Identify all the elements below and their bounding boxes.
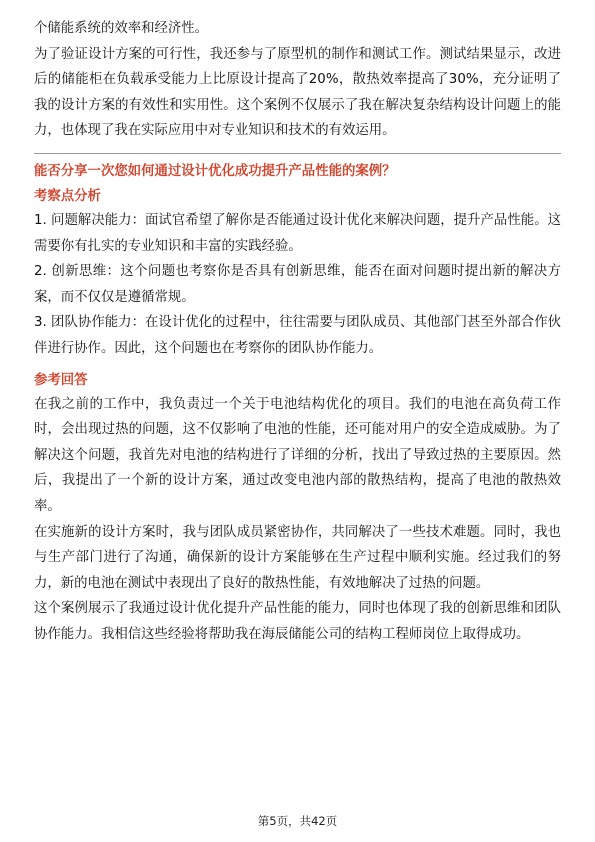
- page-number: 第5页，共42页: [257, 814, 338, 828]
- answer-paragraph-2: 在实施新的设计方案时，我与团队成员紧密协作，共同解决了一些技术难题。同时，我也与生产部门进行了沟通，确保新的设计方案能够在生产过程中顺利实施。经过我们的努力，新的电池在测试中表现出了良好的散热性能，有效地解决了过热的问题。: [34, 524, 561, 591]
- analysis-heading: 考察点分析: [34, 188, 101, 204]
- intro-paragraph-2: 为了验证设计方案的可行性，我还参与了原型机的制作和测试工作。测试结果显示，改进后的储能柜在负载承受能力上比原设计提高了20%，散热效率提高了30%，充分证明了我的设计方案的有效性和实用性。这个案例不仅展示了我在解决复杂结构设计问题上的能力，也体现了我在实际应用中对专业知识和技术的有效运用。: [34, 46, 561, 139]
- page-content: [34, 16, 561, 647]
- answer-heading: 参考回答: [34, 372, 88, 388]
- intro-paragraph-1: 个储能系统的效率和经济性。: [34, 21, 209, 36]
- spacer: [34, 362, 561, 370]
- analysis-point-2: 2. 创新思维：这个问题也考察你是否具有创新思维，能否在面对问题时提出新的解决方案，而不仅仅是遵循常规。: [34, 264, 561, 305]
- answer-paragraph-1: 在我之前的工作中，我负责过一个关于电池结构优化的项目。我们的电池在高负荷工作时，会出现过热的问题，这不仅影响了电池的性能，还可能对用户的安全造成威胁。为了解决这个问题，我首先对电池的结构进行了详细的分析，找出了导致过热的主要原因。然后，我提出了一个新的设计方案，通过改变电池内部的散热结构，提高了电池的散热效率。: [34, 396, 561, 514]
- question-title: 能否分享一次您如何通过设计优化成功提升产品性能的案例？: [34, 163, 396, 179]
- answer-paragraph-3: 这个案例展示了我通过设计优化提升产品性能的能力，同时也体现了我的创新思维和团队协作能力。我相信这些经验将帮助我在海辰储能公司的结构工程师岗位上取得成功。: [34, 601, 561, 642]
- analysis-point-1: 1. 问题解决能力：面试官希望了解你是否能通过设计优化来解决问题，提升产品性能。这需要你有扎实的专业知识和丰富的实践经验。: [34, 212, 561, 254]
- section-divider: [34, 153, 561, 154]
- analysis-point-3: 3. 团队协作能力：在设计优化的过程中，往往需要与团队成员、其他部门甚至外部合作伙伴进行协作。因此，这个问题也在考察你的团队协作能力。: [34, 315, 561, 356]
